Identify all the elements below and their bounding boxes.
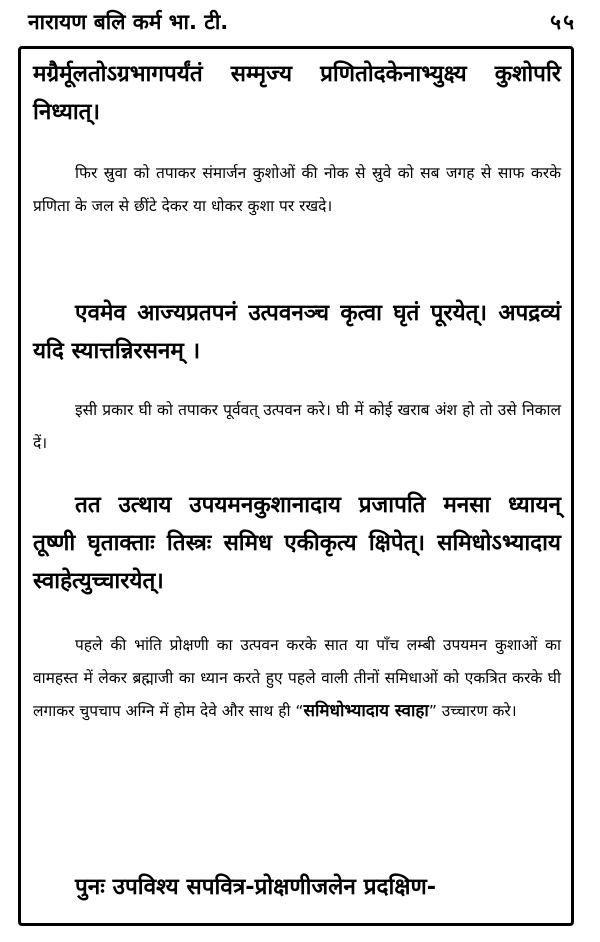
text-frame (18, 46, 574, 926)
sanskrit-verse-1: मग्रैर्मूलतोऽग्रभागपर्यंतं सम्मृज्य प्रणितोदकेनाभ्युक्ष्य कुशोपरि निध्यात्। (33, 61, 561, 125)
hindi-translation-1: फिर स्रुवा को तपाकर संमार्जन कुशोओं की नोक से स्रुवे को सब जगह से साफ करके प्रणिता के जल से छींटे देकर या धोकर कुशा पर रखदे। (33, 164, 561, 215)
sanskrit-verse-3: तत उत्थाय उपयमनकुशानादाय प्रजापति मनसा ध्यायन् तूष्णी घृताक्ताः तिस्त्रः समिध एकीकृत्य क्षिपेत्। समिधोऽभ्यादाय स्वाहेत्युच्चारयेत्। (33, 492, 561, 594)
hindi-translation-2: इसी प्रकार घी को तपाकर पूर्ववत् उत्पवन करे। घी में कोई खराब अंश हो तो उसे निकाल दें। (33, 401, 561, 452)
translation-text-start: पहले की भांति प्रोक्षणी का उत्पवन करके सात या पाँच लम्बी उपयमन कुशाओं का वामहस्त में लेकर ब्रह्माजी का ध्यान करते हुए पहले वाली तीनों समिधाओं को एकत्रित करके घी लगाकर चुपचाप अग्नि में होम देवे और साथ ही “ (33, 636, 561, 720)
page-header (28, 6, 576, 40)
translation-text-end: ” उच्चारण करे। (428, 702, 517, 720)
mantra-quote: समिधोभ्यादाय स्वाहा (303, 701, 429, 721)
running-title: नारायण बलि कर्म भा. टी. (28, 10, 229, 34)
page-number: ५५ (550, 10, 576, 34)
hindi-translation-3 (33, 629, 561, 728)
sanskrit-verse-2: एवमेव आज्यप्रतपनं उत्पवनञ्च कृत्वा घृतं पूरयेत्। अपद्रव्यं यदि स्यात्तन्निरसनम् । (33, 300, 561, 364)
sanskrit-verse-4: पुनः उपविश्य सपवित्र-प्रोक्षणीजलेन प्रदक्षिण- (75, 874, 437, 900)
